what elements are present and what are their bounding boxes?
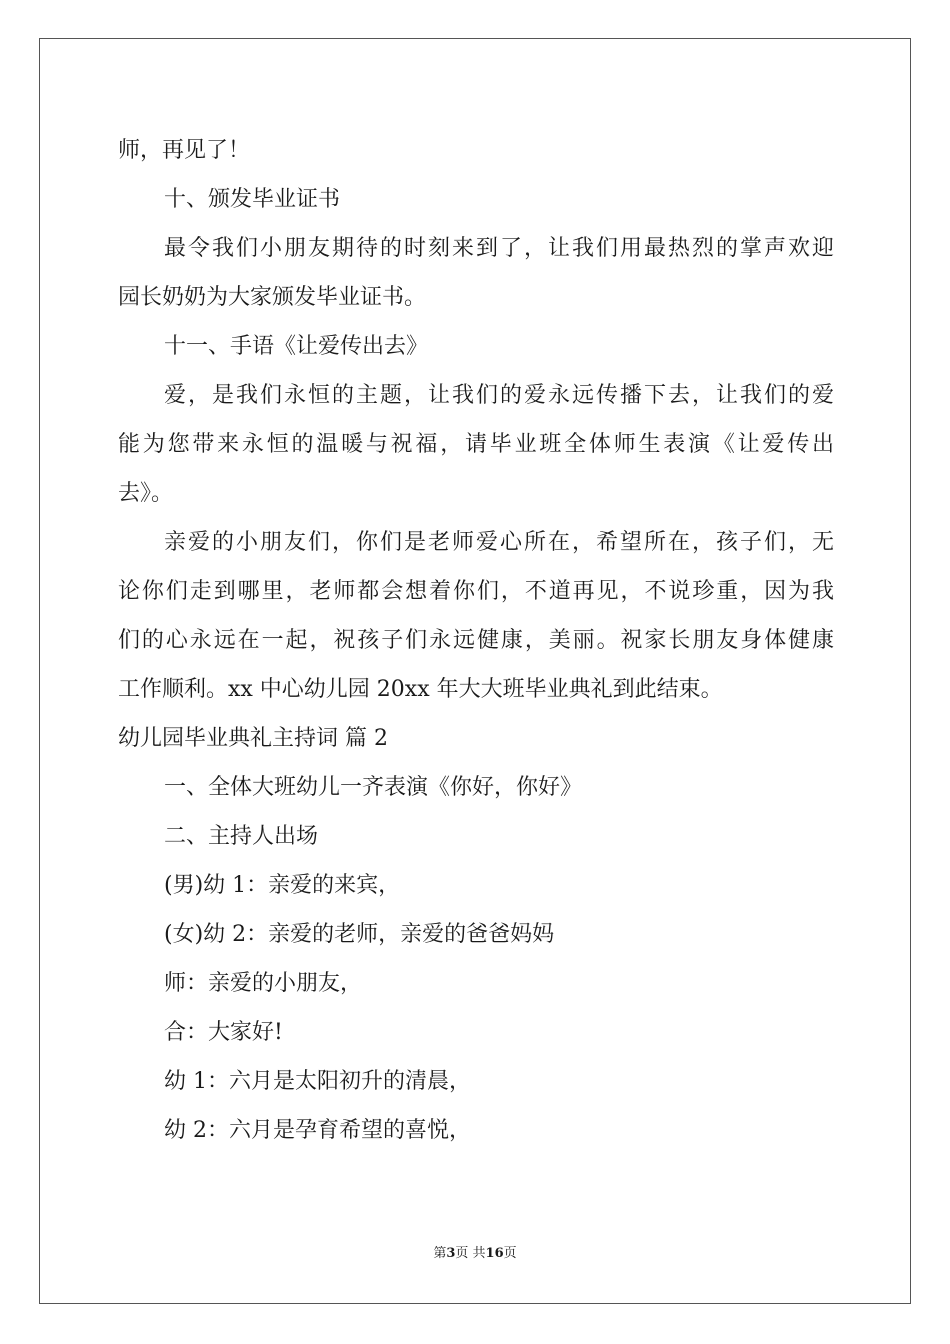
text-line: 去》。 (118, 481, 174, 506)
text-line: 二、主持人出场 (164, 824, 319, 849)
text-line: 能为您带来永恒的温暖与祝福，请毕业班全体师生表演《让爱传出 (118, 432, 834, 457)
text-line: 园长奶奶为大家颁发毕业证书。 (118, 285, 427, 310)
page-footer (0, 1244, 950, 1264)
text-line: (女)幼 2：亲爱的老师，亲爱的爸爸妈妈 (164, 922, 555, 947)
footer-suffix: 页 (503, 1246, 517, 1261)
text-line: 最令我们小朋友期待的时刻来到了，让我们用最热烈的掌声欢迎 (164, 236, 834, 261)
footer-total-pages: 16 (485, 1246, 504, 1261)
text-line: 亲爱的小朋友们，你们是老师爱心所在，希望所在，孩子们，无 (164, 530, 834, 555)
text-line: 幼 2：六月是孕育希望的喜悦， (164, 1118, 471, 1143)
text-line: 十、颁发毕业证书 (164, 187, 341, 212)
text-line: 工作顺利。xx 中心幼儿园 20xx 年大大班毕业典礼到此结束。 (118, 677, 723, 702)
text-line: 师：亲爱的小朋友， (164, 971, 363, 996)
text-line: 师，再见了！ (118, 138, 251, 163)
text-line: 幼 1：六月是太阳初升的清晨， (164, 1069, 471, 1094)
text-line: 合：大家好! (164, 1020, 283, 1045)
text-line: 爱，是我们永恒的主题，让我们的爱永远传播下去，让我们的爱 (164, 383, 834, 408)
text-line: 幼儿园毕业典礼主持词 篇 2 (118, 726, 388, 751)
footer-mid: 页 共 (455, 1246, 486, 1261)
footer-page-number: 3 (446, 1246, 456, 1261)
document-body (118, 126, 834, 1155)
text-line: 一、全体大班幼儿一齐表演《你好，你好》 (164, 775, 583, 800)
footer-prefix: 第 (433, 1246, 447, 1261)
text-line: 们的心永远在一起，祝孩子们永远健康，美丽。祝家长朋友身体健康 (118, 628, 834, 653)
text-line: (男)幼 1：亲爱的来宾， (164, 873, 401, 898)
text-line: 论你们走到哪里，老师都会想着你们，不道再见，不说珍重，因为我 (118, 579, 834, 604)
text-line: 十一、手语《让爱传出去》 (164, 334, 429, 359)
